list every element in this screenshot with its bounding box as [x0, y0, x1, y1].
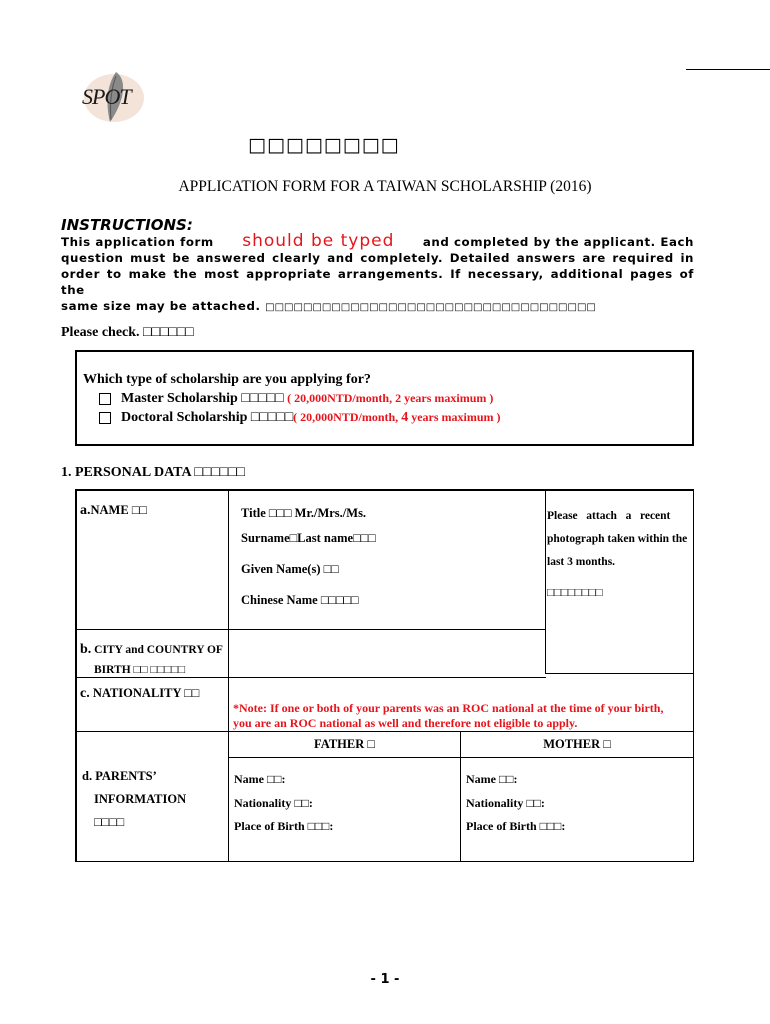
- surname-field[interactable]: Surname□Last name□□□: [241, 531, 376, 545]
- master-label: Master Scholarship □□□□□: [121, 391, 284, 406]
- page-number: - 1 -: [370, 972, 400, 987]
- photo-line-1: Please attach a recent: [547, 510, 671, 522]
- doctoral-detail-num: 4: [401, 410, 409, 425]
- birth-row-text-2: BIRTH □□ □□□□□: [94, 664, 186, 676]
- instructions-line-3: order to make the most appropriate arrangements. If necessary, additional pages of the: [61, 267, 694, 297]
- instructions-emphasis: should be typed: [242, 231, 395, 251]
- name-row-text: NAME □□: [90, 503, 147, 517]
- roc-note-line-2: you are an ROC national as well and therefore not eligible to apply.: [233, 716, 578, 730]
- mother-name-field[interactable]: Name □□:: [466, 772, 518, 786]
- instructions-line-4: [61, 298, 694, 316]
- nationality-row-label: [80, 686, 199, 702]
- scholarship-type-box: [75, 350, 694, 446]
- roc-note: [233, 701, 663, 731]
- chinese-name-field[interactable]: Chinese Name □□□□□: [241, 593, 359, 607]
- please-check-label: Please check.: [61, 325, 140, 340]
- father-birth-field[interactable]: Place of Birth □□□:: [234, 819, 334, 833]
- please-check-cn: □□□□□□: [143, 325, 194, 340]
- father-header: FATHER □: [314, 737, 375, 751]
- parents-label-3: □□□□: [94, 815, 125, 829]
- instructions-text-1: This application form: [61, 235, 214, 249]
- name-row-prefix: a.: [80, 503, 91, 518]
- instructions-text-2: and completed by the applicant. Each: [422, 235, 694, 249]
- parents-label-1: d. PARENTS’: [82, 769, 157, 783]
- photo-placeholder[interactable]: [547, 505, 689, 605]
- instructions-paragraph: [61, 233, 694, 316]
- instructions-line-1: [61, 233, 694, 250]
- header-rule: [686, 69, 770, 70]
- father-nationality-field[interactable]: Nationality □□:: [234, 795, 313, 810]
- doctoral-checkbox[interactable]: [99, 412, 111, 424]
- roc-note-line-1: *Note: If one or both of your parents was an ROC national at the time of your birth,: [233, 701, 664, 715]
- doctoral-label: Doctoral Scholarship □□□□□: [121, 410, 294, 425]
- parents-label-2: INFORMATION: [94, 792, 187, 806]
- instructions-line-2: question must be answered clearly and completely. Detailed answers are required in: [61, 251, 694, 265]
- photo-cn: □□□□□□□□: [547, 587, 603, 599]
- master-checkbox[interactable]: [99, 393, 111, 405]
- page-title: APPLICATION FORM FOR A TAIWAN SCHOLARSHIP (2016): [178, 178, 592, 195]
- title-chinese: □□□□□□□□: [248, 134, 400, 156]
- title-field[interactable]: Title □□□ Mr./Mrs./Ms.: [241, 506, 367, 520]
- doctoral-detail: [293, 410, 500, 424]
- photo-line-2: photograph taken within the: [547, 533, 688, 545]
- please-check: [61, 325, 194, 341]
- father-fields: [234, 768, 333, 839]
- father-name-field[interactable]: Name □□:: [234, 772, 286, 786]
- spot-logo: [72, 66, 152, 126]
- name-row-label: [80, 503, 147, 519]
- instructions-heading: INSTRUCTIONS:: [61, 216, 193, 234]
- master-option[interactable]: [99, 391, 493, 407]
- nationality-row-text: NATIONALITY □□: [92, 686, 200, 700]
- logo-text: SPOT: [82, 84, 131, 109]
- nationality-row-prefix: c.: [80, 686, 90, 701]
- doctoral-detail-a: ( 20,000NTD/month,: [293, 410, 399, 424]
- mother-fields: [466, 768, 565, 839]
- birth-row-prefix: b.: [80, 642, 92, 657]
- doctoral-option[interactable]: [99, 410, 501, 426]
- given-name-field[interactable]: Given Name(s) □□: [241, 562, 339, 576]
- photo-line-3: last 3 months.: [547, 556, 616, 568]
- doctoral-detail-b: years maximum ): [411, 410, 501, 424]
- master-detail: ( 20,000NTD/month, 2 years maximum ): [287, 391, 494, 405]
- birth-row-text-1: CITY and COUNTRY OF: [94, 644, 223, 656]
- instructions-line-4-text: same size may be attached.: [61, 299, 261, 313]
- instructions-line-4-cn: □□□□□□□□□□□□□□□□□□□□□□□□□□□□□□□□□□□: [265, 302, 596, 313]
- scholarship-question: Which type of scholarship are you applying for?: [83, 372, 371, 387]
- birth-row-label: [80, 640, 223, 676]
- mother-nationality-field[interactable]: Nationality □□:: [466, 795, 545, 810]
- personal-data-heading: 1. PERSONAL DATA □□□□□□: [61, 465, 246, 480]
- mother-header: MOTHER □: [543, 737, 611, 751]
- mother-birth-field[interactable]: Place of Birth □□□:: [466, 819, 566, 833]
- parents-row-label: [82, 765, 186, 834]
